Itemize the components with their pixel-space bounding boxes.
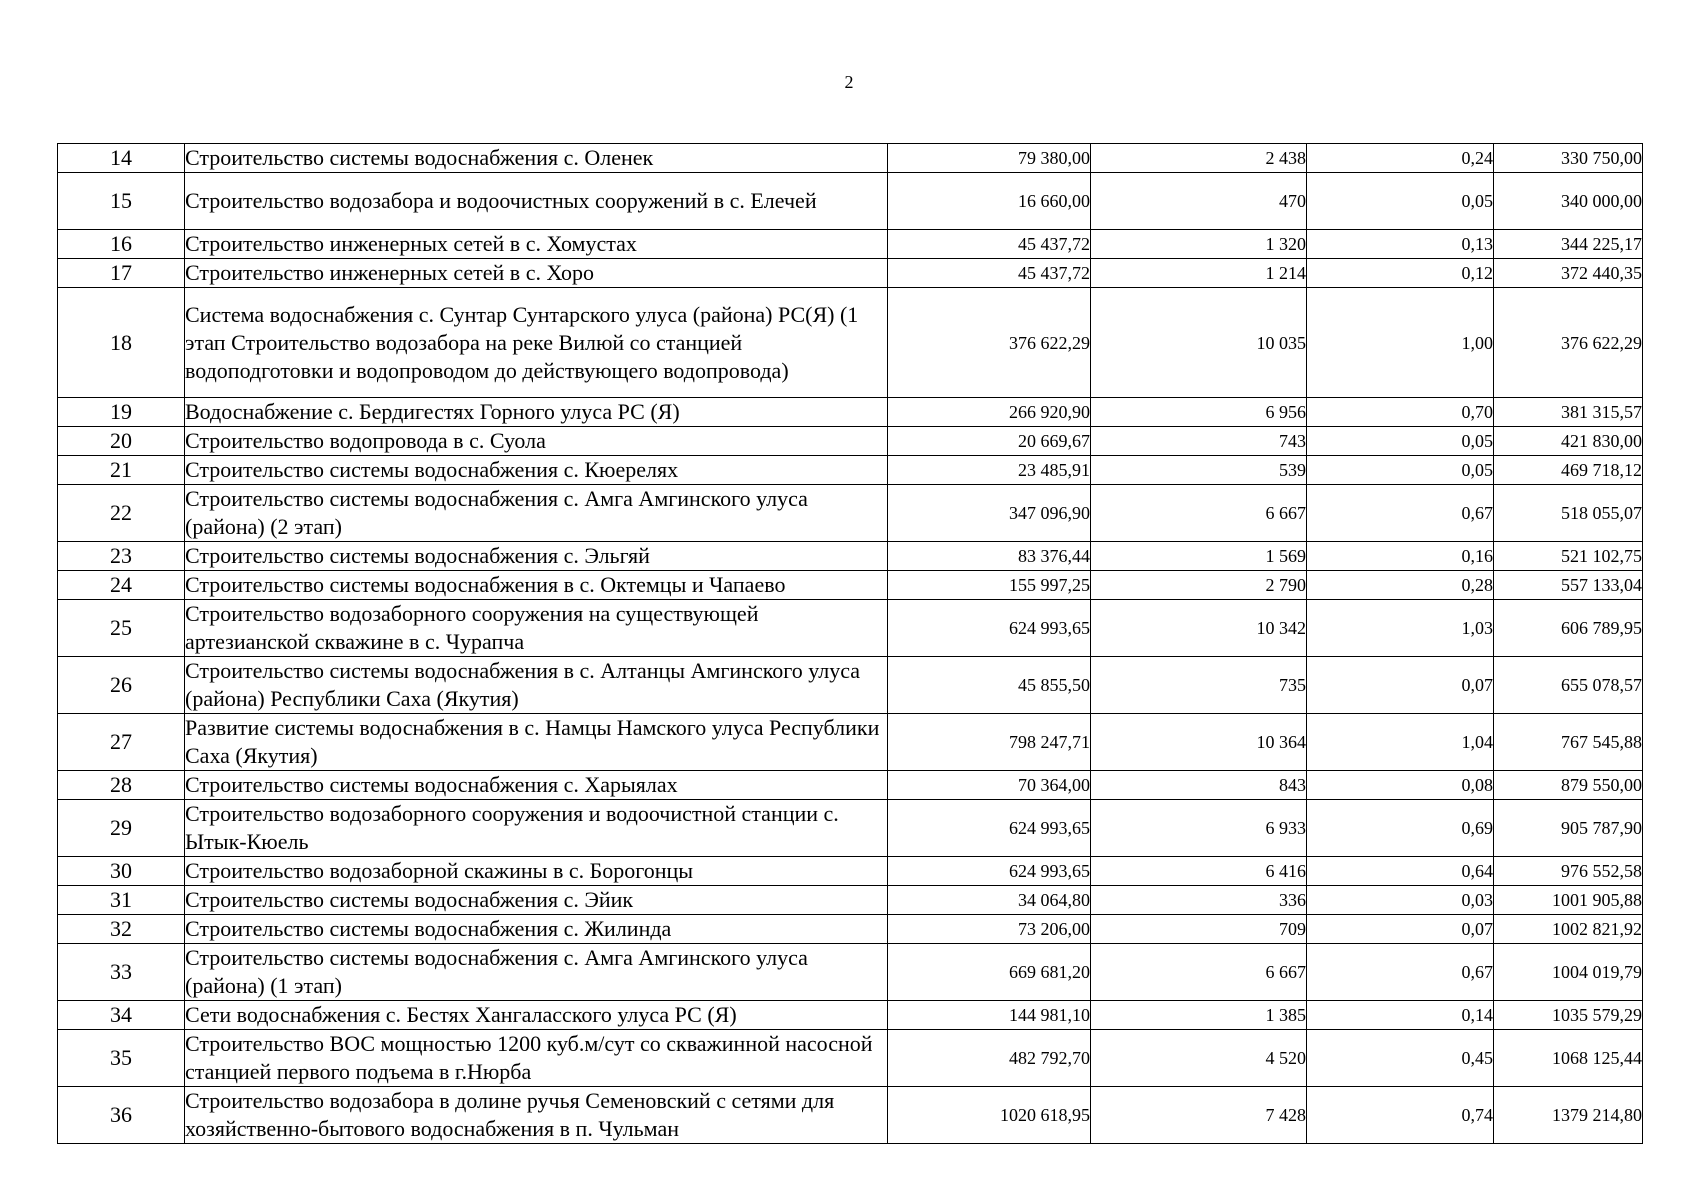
project-name: Водоснабжение с. Бердигестях Горного улуса РС (Я) [185,398,888,427]
population-value: 743 [1091,427,1307,456]
project-name: Строительство водозаборного сооружения на существующей артезианской скважине в с. Чурапча [185,600,888,657]
coefficient-value: 0,67 [1307,485,1494,542]
row-number: 22 [58,485,185,542]
specific-cost-value: 344 225,17 [1494,230,1643,259]
cost-value: 34 064,80 [888,886,1091,915]
row-number: 33 [58,944,185,1001]
specific-cost-value: 1068 125,44 [1494,1030,1643,1087]
coefficient-value: 0,05 [1307,427,1494,456]
coefficient-value: 0,45 [1307,1030,1494,1087]
project-name: Строительство системы водоснабжения с. Жилинда [185,915,888,944]
project-name: Строительство инженерных сетей в с. Хомустах [185,230,888,259]
row-number: 29 [58,800,185,857]
coefficient-value: 1,04 [1307,714,1494,771]
row-number: 30 [58,857,185,886]
specific-cost-value: 518 055,07 [1494,485,1643,542]
population-value: 10 364 [1091,714,1307,771]
population-value: 336 [1091,886,1307,915]
project-name: Система водоснабжения с. Сунтар Сунтарского улуса (района) РС(Я) (1 этап Строительство водозабора на реке Вилюй со станцией водоподготовки и водопроводом до действующего водопровода) [185,288,888,398]
cost-value: 1020 618,95 [888,1087,1091,1144]
row-number: 21 [58,456,185,485]
specific-cost-value: 976 552,58 [1494,857,1643,886]
table-row [58,1030,1643,1087]
coefficient-value: 0,13 [1307,230,1494,259]
table-row [58,944,1643,1001]
population-value: 10 035 [1091,288,1307,398]
cost-value: 73 206,00 [888,915,1091,944]
coefficient-value: 1,03 [1307,600,1494,657]
coefficient-value: 0,24 [1307,144,1494,173]
table-row [58,259,1643,288]
cost-value: 624 993,65 [888,800,1091,857]
cost-value: 624 993,65 [888,857,1091,886]
project-name: Строительство водозаборной скажины в с. Борогонцы [185,857,888,886]
population-value: 10 342 [1091,600,1307,657]
coefficient-value: 0,16 [1307,542,1494,571]
projects-table [57,143,1643,1144]
table-row [58,173,1643,230]
coefficient-value: 0,28 [1307,571,1494,600]
table-row [58,456,1643,485]
table-row [58,857,1643,886]
row-number: 17 [58,259,185,288]
specific-cost-value: 1001 905,88 [1494,886,1643,915]
coefficient-value: 0,03 [1307,886,1494,915]
population-value: 6 667 [1091,944,1307,1001]
coefficient-value: 0,07 [1307,657,1494,714]
project-name: Развитие системы водоснабжения в с. Намцы Намского улуса Республики Саха (Якутия) [185,714,888,771]
cost-value: 83 376,44 [888,542,1091,571]
row-number: 31 [58,886,185,915]
specific-cost-value: 381 315,57 [1494,398,1643,427]
coefficient-value: 0,64 [1307,857,1494,886]
population-value: 2 790 [1091,571,1307,600]
row-number: 34 [58,1001,185,1030]
cost-value: 482 792,70 [888,1030,1091,1087]
table-row [58,886,1643,915]
project-name: Строительство водопровода в с. Суола [185,427,888,456]
coefficient-value: 1,00 [1307,288,1494,398]
table-row [58,571,1643,600]
project-name: Строительство ВОС мощностью 1200 куб.м/сут со скважинной насосной станцией первого подъема в г.Нюрба [185,1030,888,1087]
table-row [58,427,1643,456]
coefficient-value: 0,05 [1307,173,1494,230]
row-number: 24 [58,571,185,600]
population-value: 6 416 [1091,857,1307,886]
cost-value: 16 660,00 [888,173,1091,230]
table-row [58,800,1643,857]
coefficient-value: 0,70 [1307,398,1494,427]
cost-value: 45 437,72 [888,259,1091,288]
row-number: 15 [58,173,185,230]
project-name: Строительство системы водоснабжения с. Харыялах [185,771,888,800]
population-value: 6 956 [1091,398,1307,427]
population-value: 6 933 [1091,800,1307,857]
table-row [58,485,1643,542]
cost-value: 266 920,90 [888,398,1091,427]
project-name: Строительство системы водоснабжения в с. Октемцы и Чапаево [185,571,888,600]
specific-cost-value: 1002 821,92 [1494,915,1643,944]
cost-value: 20 669,67 [888,427,1091,456]
table-row [58,398,1643,427]
cost-value: 45 437,72 [888,230,1091,259]
project-name: Строительство системы водоснабжения с. Оленек [185,144,888,173]
population-value: 735 [1091,657,1307,714]
row-number: 35 [58,1030,185,1087]
specific-cost-value: 606 789,95 [1494,600,1643,657]
row-number: 16 [58,230,185,259]
population-value: 1 569 [1091,542,1307,571]
coefficient-value: 0,74 [1307,1087,1494,1144]
row-number: 18 [58,288,185,398]
project-name: Строительство водозабора в долине ручья Семеновский с сетями для хозяйственно-бытового водоснабжения в п. Чульман [185,1087,888,1144]
specific-cost-value: 879 550,00 [1494,771,1643,800]
cost-value: 798 247,71 [888,714,1091,771]
cost-value: 79 380,00 [888,144,1091,173]
coefficient-value: 0,05 [1307,456,1494,485]
row-number: 26 [58,657,185,714]
project-name: Строительство системы водоснабжения с. Эльгяй [185,542,888,571]
specific-cost-value: 372 440,35 [1494,259,1643,288]
row-number: 20 [58,427,185,456]
population-value: 7 428 [1091,1087,1307,1144]
coefficient-value: 0,14 [1307,1001,1494,1030]
specific-cost-value: 767 545,88 [1494,714,1643,771]
table-row [58,771,1643,800]
project-name: Строительство системы водоснабжения с. Амга Амгинского улуса (района) (1 этап) [185,944,888,1001]
project-name: Строительство системы водоснабжения с. Эйик [185,886,888,915]
cost-value: 70 364,00 [888,771,1091,800]
row-number: 14 [58,144,185,173]
coefficient-value: 0,08 [1307,771,1494,800]
specific-cost-value: 521 102,75 [1494,542,1643,571]
row-number: 32 [58,915,185,944]
specific-cost-value: 376 622,29 [1494,288,1643,398]
population-value: 709 [1091,915,1307,944]
specific-cost-value: 330 750,00 [1494,144,1643,173]
project-name: Строительство водозабора и водоочистных сооружений в с. Елечей [185,173,888,230]
table-row [58,915,1643,944]
cost-value: 669 681,20 [888,944,1091,1001]
project-name: Строительство инженерных сетей в с. Хоро [185,259,888,288]
population-value: 539 [1091,456,1307,485]
specific-cost-value: 421 830,00 [1494,427,1643,456]
row-number: 25 [58,600,185,657]
specific-cost-value: 1004 019,79 [1494,944,1643,1001]
project-name: Строительство системы водоснабжения в с. Алтанцы Амгинского улуса (района) Республики Саха (Якутия) [185,657,888,714]
table-row [58,600,1643,657]
row-number: 36 [58,1087,185,1144]
population-value: 1 320 [1091,230,1307,259]
row-number: 28 [58,771,185,800]
table-row [58,1087,1643,1144]
population-value: 1 214 [1091,259,1307,288]
table-row [58,1001,1643,1030]
population-value: 4 520 [1091,1030,1307,1087]
cost-value: 347 096,90 [888,485,1091,542]
population-value: 6 667 [1091,485,1307,542]
cost-value: 624 993,65 [888,600,1091,657]
coefficient-value: 0,12 [1307,259,1494,288]
project-name: Строительство системы водоснабжения с. Амга Амгинского улуса (района) (2 этап) [185,485,888,542]
population-value: 843 [1091,771,1307,800]
coefficient-value: 0,69 [1307,800,1494,857]
specific-cost-value: 557 133,04 [1494,571,1643,600]
population-value: 1 385 [1091,1001,1307,1030]
table-row [58,230,1643,259]
table-row [58,288,1643,398]
cost-value: 155 997,25 [888,571,1091,600]
specific-cost-value: 469 718,12 [1494,456,1643,485]
project-name: Сети водоснабжения с. Бестях Хангаласского улуса РС (Я) [185,1001,888,1030]
row-number: 27 [58,714,185,771]
specific-cost-value: 340 000,00 [1494,173,1643,230]
row-number: 23 [58,542,185,571]
cost-value: 376 622,29 [888,288,1091,398]
specific-cost-value: 1379 214,80 [1494,1087,1643,1144]
table-row [58,542,1643,571]
row-number: 19 [58,398,185,427]
cost-value: 45 855,50 [888,657,1091,714]
population-value: 470 [1091,173,1307,230]
cost-value: 23 485,91 [888,456,1091,485]
table-row [58,657,1643,714]
table-row [58,144,1643,173]
project-name: Строительство системы водоснабжения с. Кюерелях [185,456,888,485]
project-name: Строительство водозаборного сооружения и водоочистной станции с. Ытык-Кюель [185,800,888,857]
table-row [58,714,1643,771]
specific-cost-value: 655 078,57 [1494,657,1643,714]
cost-value: 144 981,10 [888,1001,1091,1030]
coefficient-value: 0,67 [1307,944,1494,1001]
coefficient-value: 0,07 [1307,915,1494,944]
specific-cost-value: 1035 579,29 [1494,1001,1643,1030]
page-number: 2 [844,72,854,92]
population-value: 2 438 [1091,144,1307,173]
specific-cost-value: 905 787,90 [1494,800,1643,857]
